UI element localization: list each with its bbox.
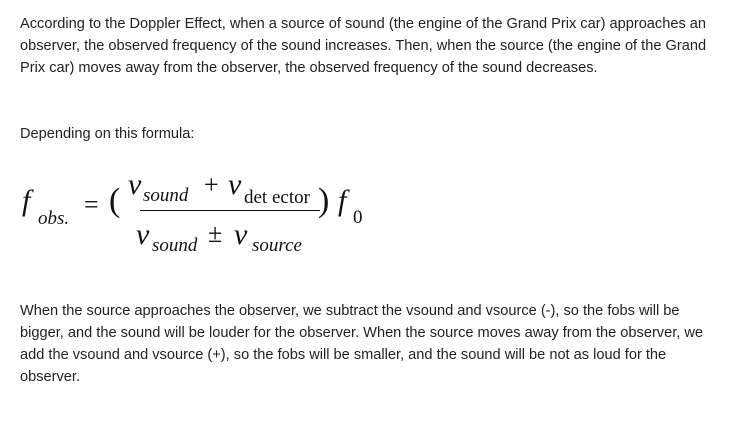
denominator-source-subscript: source (252, 235, 302, 256)
numerator-detector-subscript: det ector (244, 187, 310, 208)
denominator-v-sound: v (136, 218, 150, 251)
intro-paragraph: According to the Doppler Effect, when a source of sound (the engine of the Grand Prix car) approaches an observer, the observed frequency of the sound increases. Then, when the source (the engine of the Grand Prix car) moves away from the observer, the observed frequency of the sound decreases. (20, 16, 707, 76)
equals-sign: = (84, 190, 99, 219)
close-paren: ) (318, 182, 330, 219)
f-obs-symbol: f (22, 184, 31, 217)
numerator-plus: + (204, 170, 219, 199)
f-zero-symbol: f (338, 184, 347, 217)
explanation-paragraph: When the source approaches the observer, we subtract the vsound and vsource (-), so the fobs will be bigger, and the sound will be louder for the observer. When the source moves away from the observer, we add the vsound and vsource (+), so the fobs will be smaller, and the sound will be not as loud for the observer. (20, 303, 704, 385)
doppler-formula (0, 160, 400, 270)
formula-lead-text: Depending on this formula: (20, 126, 195, 142)
denominator-plus-minus: ± (208, 219, 223, 248)
numerator-v-sound: v (128, 168, 142, 201)
f-obs-subscript: obs. (38, 208, 70, 229)
f-zero-subscript: 0 (353, 207, 363, 228)
numerator-v-detector: v (228, 168, 242, 201)
open-paren: ( (109, 182, 121, 219)
denominator-v-source: v (234, 218, 248, 251)
fraction-bar (140, 210, 320, 211)
denominator-sound-subscript: sound (152, 235, 198, 256)
numerator-sound-subscript: sound (143, 185, 189, 206)
